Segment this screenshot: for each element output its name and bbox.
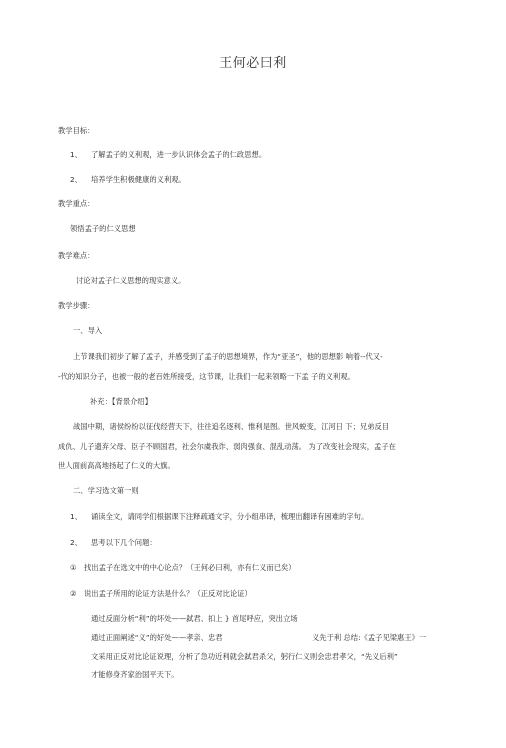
study-2-number: 2、: [70, 538, 82, 547]
key-text: 领悟孟子的仁义思想: [70, 224, 136, 233]
step2-heading: 二、学习选文第一则: [73, 486, 139, 495]
analysis-line-4: 才能修身齐家治国平天下。: [91, 670, 179, 679]
goal-2-text: 培养学生积极健康的义利观。: [91, 175, 186, 184]
question-2-marker: ②: [70, 589, 77, 598]
background-line-3: 世人面前高高地扬起了仁义的大旗。: [58, 461, 175, 470]
study-1-number: 1、: [70, 512, 82, 521]
intro-line-2: -代的知识分子，也被一般的老百姓所接受，这节课，让我们一起来领略一下孟 子的义利观。: [58, 372, 355, 381]
question-1-text: 找出孟子在选文中的中心论点？（王何必曰利，亦有仁义而已矣）: [84, 563, 296, 572]
background-line-1: 战国中期，诸侯纷纷以征伐经营天下，往往追名逐利、惟利是图。世风蜕变，江河日 下；兄弟反目: [73, 422, 390, 431]
question-1-marker: ①: [70, 563, 77, 572]
step1-heading: 一、导入: [73, 326, 103, 335]
difficulty-text: 讨论对孟子仁义思想的现实意义。: [76, 276, 186, 285]
analysis-line-1: 通过反面分析“利”的坏处——弑君、扣上 } 首尾呼应，突出立场: [91, 614, 298, 623]
intro-line-1: 上节课我们初步了解了孟子，并感受到了孟子的思想境界，作为“亚圣”，他的思想影 响着--代又-: [73, 352, 383, 361]
analysis-line-3: 文采用正反对比论证说理，分析了急功近利就会弑君杀父，躬行仁义则会忠君孝父，“先义后利”: [91, 652, 398, 661]
study-1-text: 诵读全文，请同学们根据课下注释疏通文字，分小组串译，梳理出翻译有困难的字句。: [91, 512, 369, 521]
goal-heading: 教学目标：: [58, 126, 95, 135]
supplement-heading: 补充：【背景介绍】: [90, 397, 153, 406]
difficulty-heading: 教学难点：: [58, 251, 95, 260]
page-title: 王何必曰利: [219, 56, 287, 71]
goal-1-number: 1、: [70, 150, 82, 159]
analysis-line-2a: 通过正面阐述“义”的好处——孝亲、忠君: [91, 633, 223, 642]
analysis-line-2b: 义先于利 总结:《孟子见梁惠王》一: [312, 633, 427, 642]
study-2-text: 思考以下几个问题：: [91, 538, 157, 547]
key-heading: 教学重点：: [58, 199, 95, 208]
background-line-2: 成仇、儿子遗弃父母、臣子不顾国君，社会尔虞我诈、弱肉强食、混乱动荡。 为了改变社会现实，孟子在: [58, 442, 396, 451]
question-2-text: 说出孟子所用的论证方法是什么？（正反对比论证）: [84, 589, 252, 598]
goal-2-number: 2、: [70, 175, 82, 184]
steps-heading: 教学步骤：: [58, 301, 95, 310]
goal-1-text: 了解孟子的义利观，进一步认识体会孟子的仁政思想。: [91, 150, 267, 159]
